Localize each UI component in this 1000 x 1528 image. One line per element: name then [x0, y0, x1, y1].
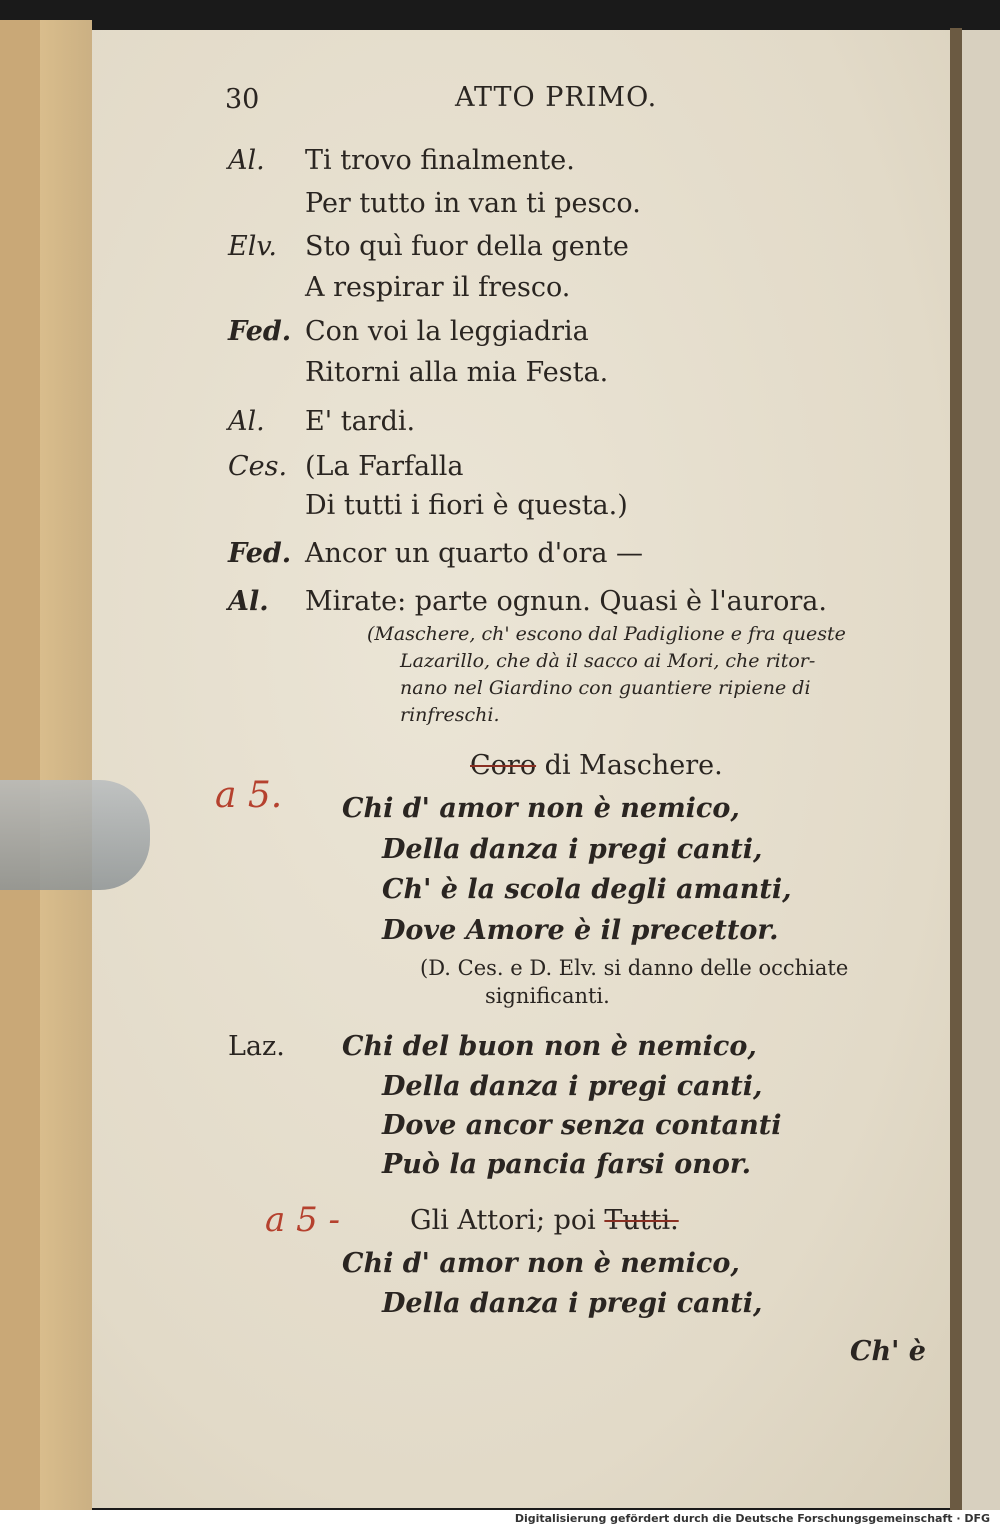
speaker: Fed.	[228, 316, 292, 347]
stage-direction-line: (Maschere, ch' escono dal Padiglione e fra queste	[367, 623, 846, 645]
verse-line: Dove ancor senza contanti	[382, 1110, 782, 1141]
coro-heading	[470, 752, 723, 779]
heading-text: di Maschere.	[544, 750, 723, 781]
verse-line: Chi d' amor non è nemico,	[342, 1248, 740, 1279]
speaker: Al.	[228, 145, 265, 176]
verse-line: Della danza i pregi canti,	[382, 1071, 763, 1102]
stage-direction-line: Lazarillo, che dà il sacco ai Mori, che ritor-	[400, 650, 816, 672]
heading-text: Gli Attori; poi	[410, 1205, 596, 1236]
stage-direction-line: (D. Ces. e D. Elv. si danno delle occhiate	[420, 956, 849, 980]
verse-line: Mirate: parte ognun. Quasi è l'aurora.	[305, 586, 827, 617]
verse-line: Ancor un quarto d'ora —	[305, 538, 644, 569]
speaker: Elv.	[228, 231, 277, 262]
verse-line: E' tardi.	[305, 406, 416, 437]
verse-line: A respirar il fresco.	[305, 272, 571, 303]
footer-credit: Digitalisierung gefördert durch die Deutsche Forschungsgemeinschaft · DFG	[514, 1512, 990, 1525]
page-clip	[0, 780, 150, 890]
speaker: Al.	[228, 406, 265, 437]
verse-line: (La Farfalla	[305, 451, 464, 482]
facing-page	[962, 30, 1000, 1510]
verse-line: Della danza i pregi canti,	[382, 834, 763, 865]
verse-line: Ritorni alla mia Festa.	[305, 357, 609, 388]
verse-line: Può la pancia farsi onor.	[382, 1149, 752, 1180]
verse-line: Chi del buon non è nemico,	[342, 1031, 757, 1062]
book-edge-inner	[40, 20, 92, 1510]
handwritten-annotation: a 5 -	[265, 1200, 341, 1240]
speaker: Laz.	[228, 1031, 285, 1062]
verse-line: Di tutti i fiori è questa.)	[305, 490, 628, 521]
verse-line: Dove Amore è il precettor.	[382, 915, 779, 946]
book-spine	[950, 28, 962, 1510]
struck-word: Tutti.	[604, 1205, 679, 1236]
verse-line: Ti trovo finalmente.	[305, 145, 575, 176]
stage-direction-line: nano nel Giardino con guantiere ripiene di	[400, 677, 811, 699]
verse-line: Per tutto in van ti pesco.	[305, 188, 641, 219]
handwritten-annotation: a 5.	[215, 775, 283, 816]
verse-line: Della danza i pregi canti,	[382, 1288, 763, 1319]
speaker: Fed.	[228, 538, 292, 569]
verse-line: Ch' è la scola degli amanti,	[382, 874, 792, 905]
verse-line: Con voi la leggiadria	[305, 316, 589, 347]
struck-word: Coro	[470, 750, 537, 781]
book-edge	[0, 20, 40, 1510]
speaker: Al.	[228, 586, 269, 617]
running-title: ATTO PRIMO.	[455, 82, 658, 113]
page-number: 30	[225, 84, 260, 115]
catchword: Ch' è	[850, 1336, 926, 1367]
verse-line: Sto quì fuor della gente	[305, 231, 629, 262]
verse-line: Chi d' amor non è nemico,	[342, 793, 740, 824]
stage-direction-line: rinfreschi.	[400, 704, 500, 726]
stage-direction-line: significanti.	[485, 984, 610, 1008]
footer-bar	[0, 1510, 1000, 1528]
speaker: Ces.	[228, 451, 288, 482]
attori-heading	[410, 1207, 679, 1234]
